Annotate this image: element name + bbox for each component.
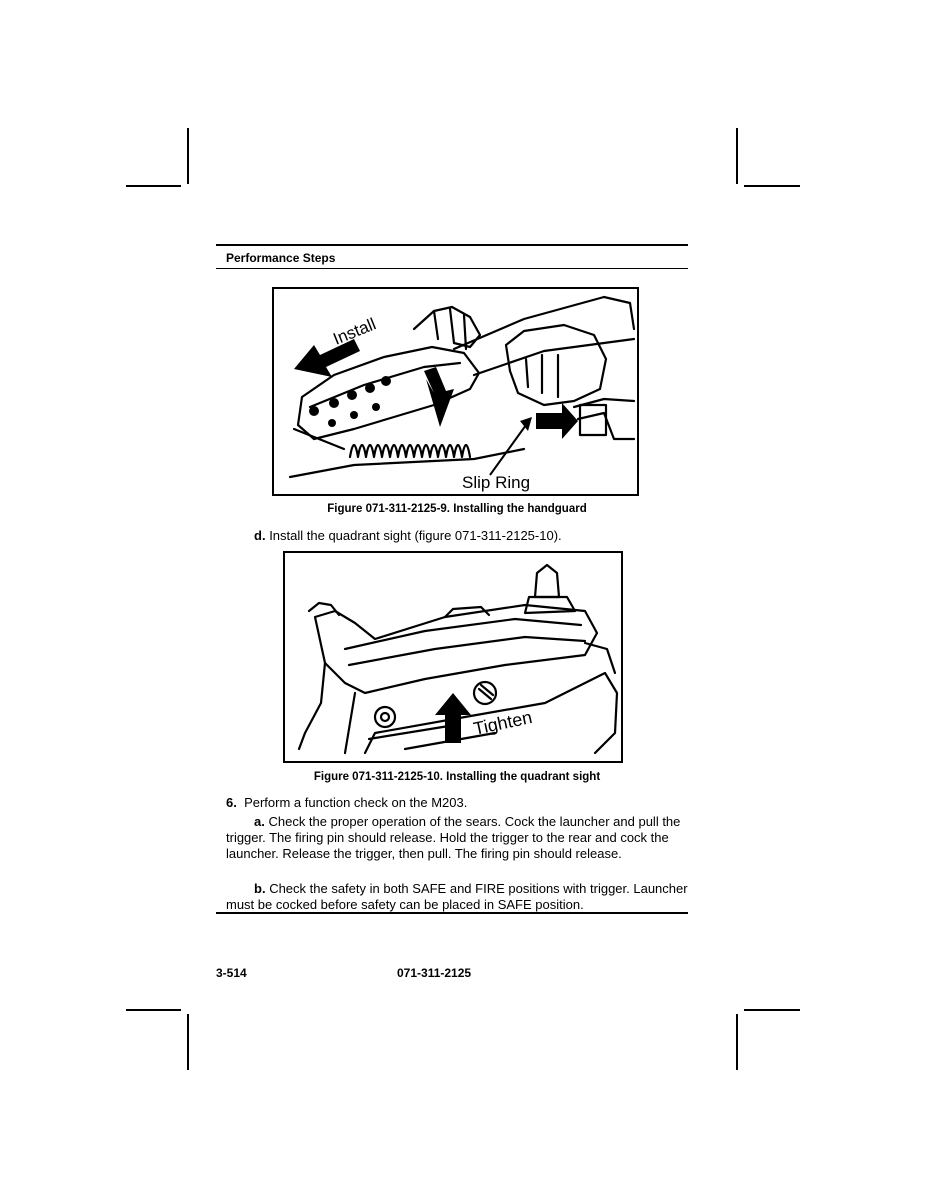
step-6a [226,814,688,862]
crop-mark-top-left-vertical [187,128,189,184]
header-top-rule [216,244,688,246]
section-header: Performance Steps [226,251,336,265]
quadrant-sight-drawing [285,553,621,761]
step-6b-letter: b. [254,881,266,896]
figure-handguard-illustration [272,287,639,496]
step-d [254,528,562,544]
step-d-text: Install the quadrant sight (figure 071-311-2125-10). [269,528,562,543]
step-6-text: Perform a function check on the M203. [244,795,468,810]
figure-9-caption: Figure 071-311-2125-9. Installing the handguard [327,503,587,515]
figure-quadrant-sight-illustration [283,551,623,763]
header-bottom-rule [216,268,688,269]
crop-mark-bottom-right-horizontal [744,1009,800,1011]
crop-mark-bottom-left-vertical [187,1014,189,1070]
content-bottom-rule [216,912,688,914]
slip-ring-label: Slip Ring [462,473,531,492]
step-6a-text: Check the proper operation of the sears. Cock the launcher and pull the trigger. The firing pin should release. Hold the trigger to the rear and cock the launcher. Release the trigger, then pull. The firing pin should release. [226,814,681,861]
step-d-letter: d. [254,528,266,543]
step-6 [226,795,467,811]
handguard-drawing [274,289,637,494]
crop-mark-top-right-vertical [736,128,738,184]
crop-mark-top-left-horizontal [126,185,181,187]
crop-mark-top-right-horizontal [744,185,800,187]
task-number: 071-311-2125 [397,966,472,980]
install-label: Install [330,314,379,349]
step-6b [226,881,688,913]
tighten-label: Tighten [471,707,534,739]
page-number: 3-514 [216,966,247,980]
step-6b-text: Check the safety in both SAFE and FIRE positions with trigger. Launcher must be cocked before safety can be placed in SAFE position. [226,881,688,912]
crop-mark-bottom-left-horizontal [126,1009,181,1011]
step-6-number: 6. [226,795,237,810]
figure-10-caption: Figure 071-311-2125-10. Installing the quadrant sight [313,771,601,783]
step-6a-letter: a. [254,814,265,829]
crop-mark-bottom-right-vertical [736,1014,738,1070]
